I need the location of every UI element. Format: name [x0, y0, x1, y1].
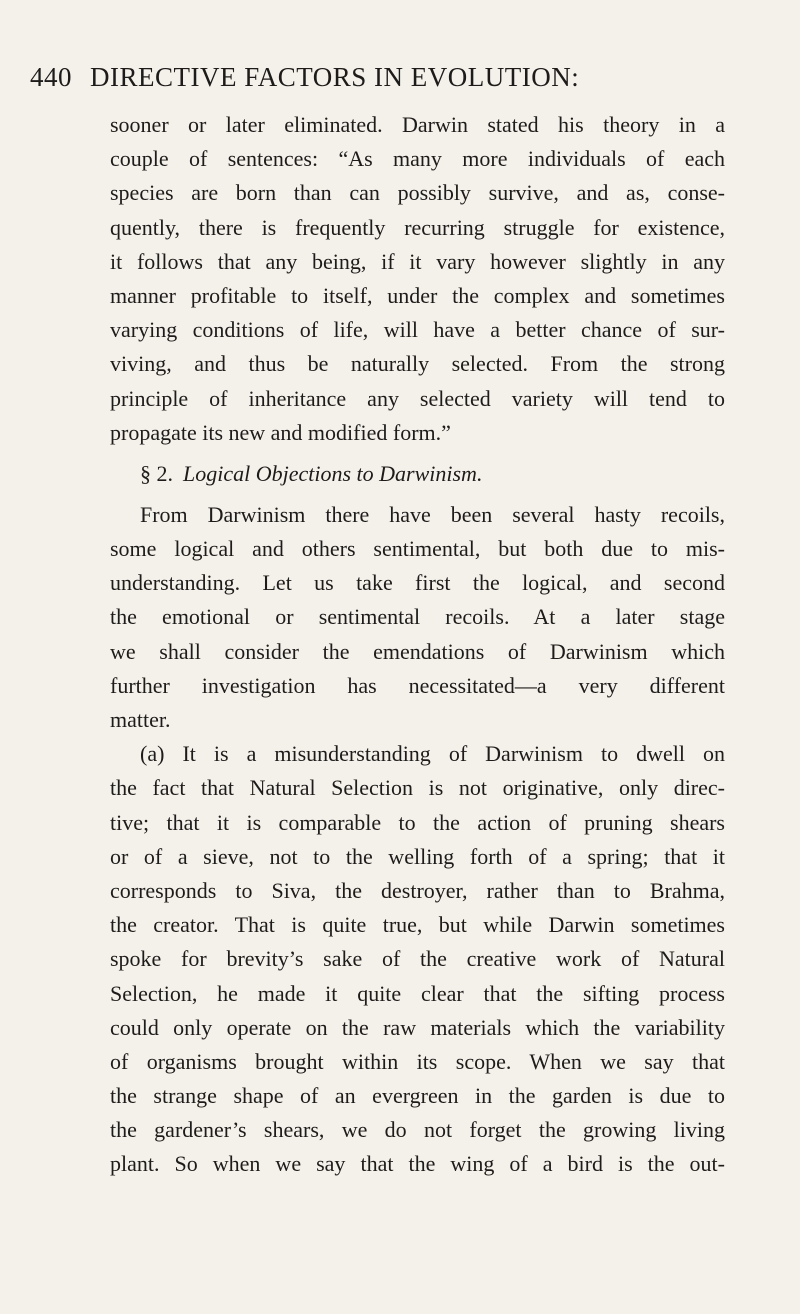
text-line: Selection, he made it quite clear that the sifting process	[110, 980, 725, 1006]
text-line: some logical and others sentimental, but both due to mis-	[110, 536, 725, 562]
section-number: § 2.	[140, 460, 173, 486]
text-line: the emotional or sentimental recoils. At a later stage	[110, 604, 725, 630]
paragraph-3	[110, 737, 725, 1181]
paragraph-1	[110, 108, 725, 450]
text-line: the creator. That is quite true, but while Darwin sometimes	[110, 912, 725, 938]
text-line: varying conditions of life, will have a better chance of sur-	[110, 317, 725, 343]
text-line: of organisms brought within its scope. When we say that	[110, 1048, 725, 1074]
text-line: plant. So when we say that the wing of a bird is the out-	[110, 1151, 725, 1177]
text-line: propagate its new and modified form.”	[110, 419, 451, 445]
text-line: couple of sentences: “As many more individuals of each	[110, 146, 725, 172]
text-line: corresponds to Siva, the destroyer, rather than to Brahma,	[110, 877, 725, 903]
text-line: (a) It is a misunderstanding of Darwinism to dwell on	[140, 741, 725, 767]
text-line: sooner or later eliminated. Darwin stated his theory in a	[110, 112, 725, 137]
text-line: the fact that Natural Selection is not originative, only direc-	[110, 775, 725, 801]
text-line: species are born than can possibly survive, and as, conse-	[110, 180, 725, 206]
text-line: matter.	[110, 707, 171, 732]
text-line: principle of inheritance any selected variety will tend to	[110, 385, 725, 411]
text-line: the strange shape of an evergreen in the garden is due to	[110, 1083, 725, 1109]
text-line: spoke for brevity’s sake of the creative work of Natural	[110, 946, 725, 972]
text-line: tive; that it is comparable to the action of pruning shears	[110, 809, 725, 835]
section-heading	[110, 450, 725, 498]
running-header	[30, 60, 725, 94]
text-line: further investigation has necessitated—a very different	[110, 672, 725, 698]
text-line: could only operate on the raw materials which the variability	[110, 1014, 725, 1040]
text-line: understanding. Let us take first the logical, and second	[110, 570, 725, 596]
page-number: 440	[30, 62, 72, 92]
text-line: From Darwinism there have been several hasty recoils,	[140, 501, 725, 527]
text-line: we shall consider the emendations of Darwinism which	[110, 638, 725, 664]
text-line: it follows that any being, if it vary however slightly in any	[110, 248, 725, 274]
running-title: DIRECTIVE FACTORS IN EVOLUTION:	[90, 62, 580, 92]
text-line: the gardener’s shears, we do not forget the growing living	[110, 1117, 725, 1143]
page-body	[110, 108, 725, 1182]
section-title: Logical Objections to Darwinism.	[183, 460, 483, 486]
text-line: or of a sieve, not to the welling forth of a spring; that it	[110, 843, 725, 869]
text-line: viving, and thus be naturally selected. From the strong	[110, 351, 725, 377]
text-line: manner profitable to itself, under the complex and sometimes	[110, 282, 725, 308]
text-line: quently, there is frequently recurring struggle for existence,	[110, 214, 725, 240]
paragraph-2	[110, 498, 725, 737]
